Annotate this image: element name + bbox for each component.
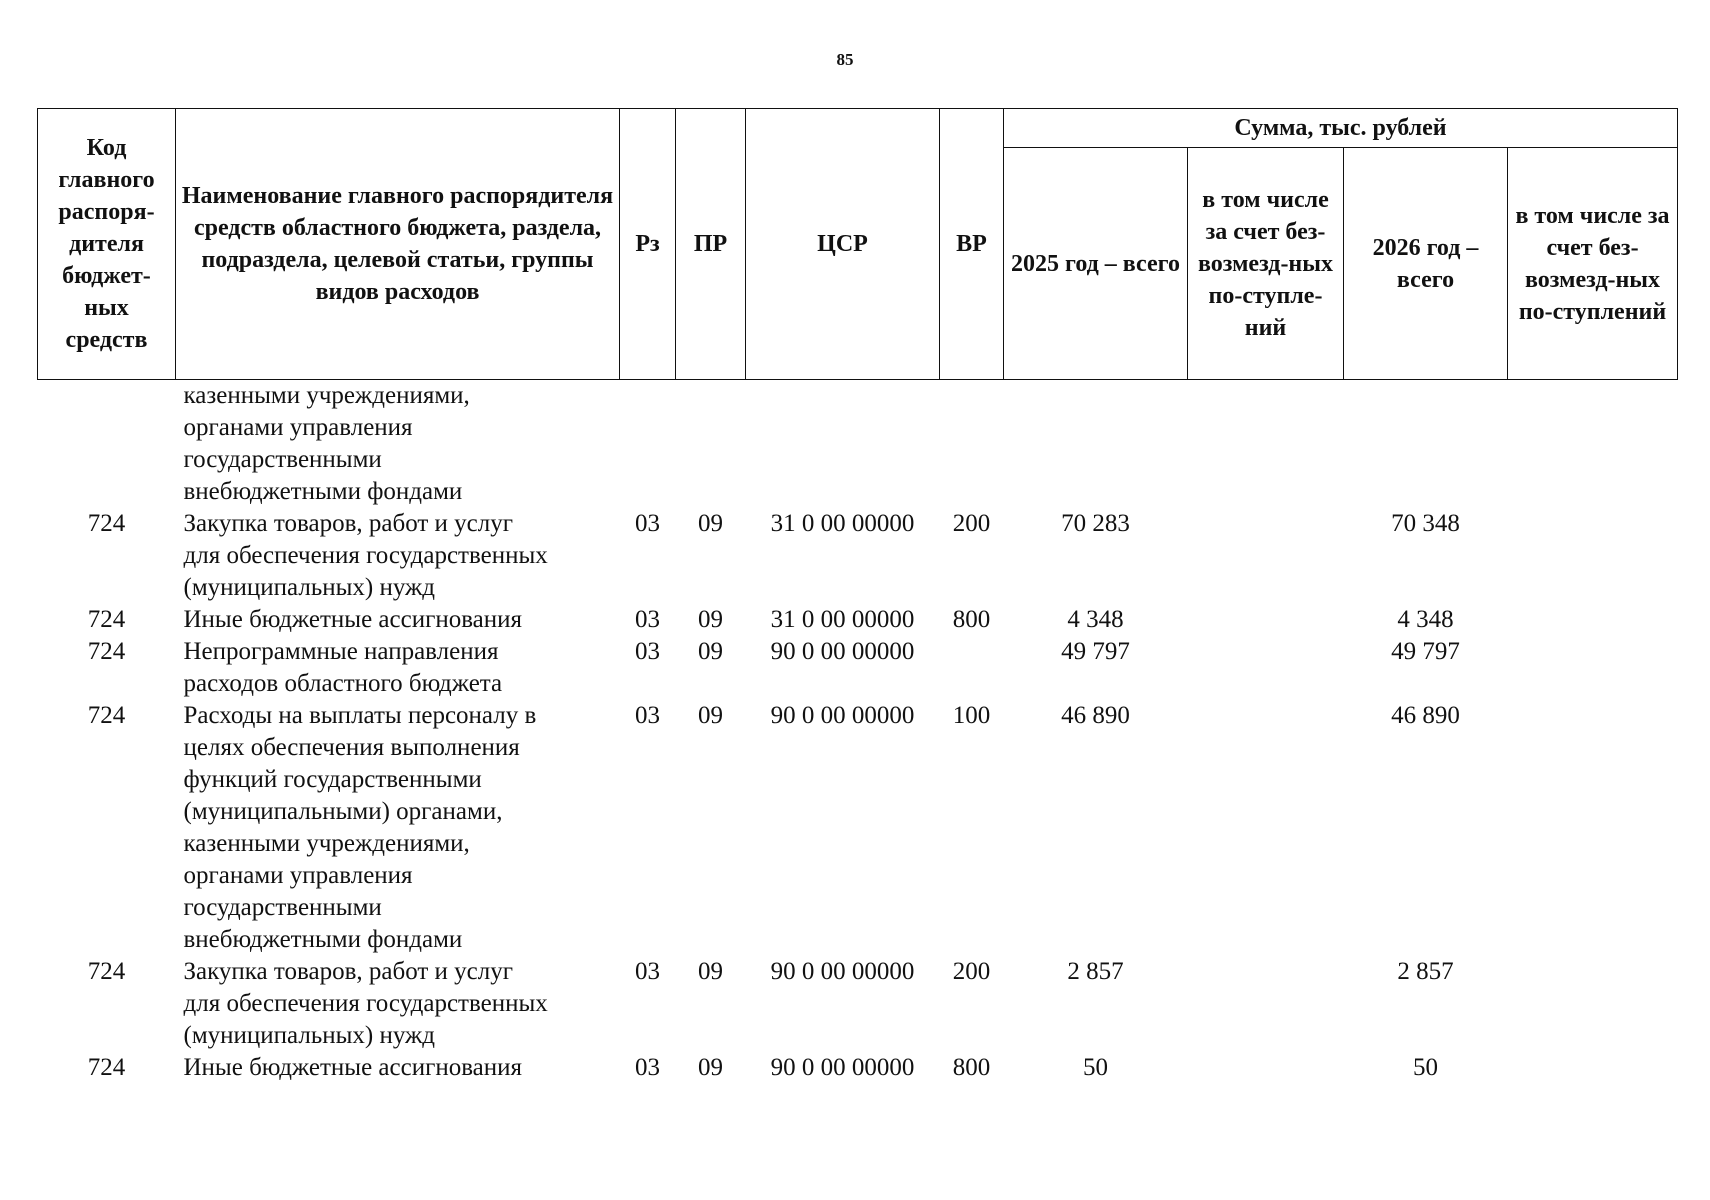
cell-2025-grants — [1188, 604, 1344, 636]
cell-pr: 09 — [698, 1054, 723, 1081]
name-line: функций государственными — [183, 766, 482, 793]
name-line: казенными учреждениями, — [183, 830, 470, 857]
name-line: казенными учреждениями, — [183, 382, 470, 409]
name-line: для обеспечения государственных — [183, 990, 548, 1017]
name-line: Иные бюджетные ассигнования — [183, 606, 523, 633]
cell-2025-total: 70 283 — [1061, 510, 1130, 537]
cell-pr: 09 — [698, 638, 723, 665]
cell-2026-grants — [1508, 508, 1678, 604]
cell-vr: 200 — [952, 510, 991, 537]
cell-2025-grants — [1188, 1052, 1344, 1084]
cell-rz: 03 — [635, 958, 660, 985]
table-row — [38, 636, 1678, 700]
cell-name — [176, 508, 620, 604]
table-row — [38, 1052, 1678, 1084]
cell-2025-grants — [1188, 700, 1344, 956]
cell-code: 724 — [87, 638, 126, 665]
name-line: Закупка товаров, работ и услуг — [183, 510, 513, 537]
header-rz: Рз — [620, 109, 676, 380]
cell-name — [176, 1052, 620, 1084]
cell-pr: 09 — [698, 958, 723, 985]
name-line: государственными — [183, 894, 382, 921]
cell-2026-grants — [1508, 1052, 1678, 1084]
cell-2025-total: 4 348 — [1067, 606, 1124, 633]
header-code: Код главного распоря-дителя бюджет-ных средств — [38, 109, 176, 380]
cell-2025-total: 50 — [1083, 1054, 1108, 1081]
table-body — [38, 380, 1678, 1085]
cell-2026-total: 50 — [1413, 1054, 1438, 1081]
cell-vr: 100 — [952, 702, 991, 729]
cell-name — [176, 604, 620, 636]
header-2026-total: 2026 год – всего — [1344, 148, 1508, 380]
cell-2026-grants — [1508, 956, 1678, 1052]
cell-csr: 90 0 00 00000 — [770, 702, 915, 729]
cell-name — [176, 636, 620, 700]
cell-vr: 200 — [952, 958, 991, 985]
cell-rz: 03 — [635, 510, 660, 537]
cell-code: 724 — [87, 702, 126, 729]
budget-table — [37, 108, 1678, 1084]
cell-name — [176, 700, 620, 956]
cell-2026-grants — [1508, 604, 1678, 636]
cell-pr: 09 — [698, 510, 723, 537]
name-line: Иные бюджетные ассигнования — [183, 1054, 523, 1081]
table-row — [38, 508, 1678, 604]
header-pr: ПР — [676, 109, 746, 380]
table-row — [38, 700, 1678, 956]
cell-csr: 31 0 00 00000 — [770, 510, 915, 537]
cell-rz: 03 — [635, 638, 660, 665]
cell-2026-total: 4 348 — [1397, 606, 1454, 633]
cell-rz: 03 — [635, 702, 660, 729]
name-line: целях обеспечения выполнения — [183, 734, 520, 761]
cell-csr: 90 0 00 00000 — [770, 1054, 915, 1081]
name-line: органами управления — [183, 414, 413, 441]
cell-2026-total: 46 890 — [1391, 702, 1460, 729]
name-line: Закупка товаров, работ и услуг — [183, 958, 513, 985]
cell-code: 724 — [87, 958, 126, 985]
cell-rz: 03 — [635, 1054, 660, 1081]
continuation-name — [176, 380, 620, 509]
name-line: Расходы на выплаты персоналу в — [183, 702, 537, 729]
name-line: (муниципальными) органами, — [183, 798, 503, 825]
cell-2026-total: 2 857 — [1397, 958, 1454, 985]
table-header — [38, 109, 1678, 380]
cell-2026-total: 49 797 — [1391, 638, 1460, 665]
name-line: государственными — [183, 446, 382, 473]
name-line: внебюджетными фондами — [183, 478, 463, 505]
cell-csr: 31 0 00 00000 — [770, 606, 915, 633]
cell-2026-grants — [1508, 700, 1678, 956]
header-2026-grants: в том числе за счет без-возмезд-ных по-ступлений — [1508, 148, 1678, 380]
name-line: внебюджетными фондами — [183, 926, 463, 953]
cell-2025-grants — [1188, 508, 1344, 604]
cell-code: 724 — [87, 1054, 126, 1081]
cell-vr: 800 — [952, 1054, 991, 1081]
cell-2025-grants — [1188, 636, 1344, 700]
name-line: расходов областного бюджета — [183, 670, 503, 697]
cell-vr — [940, 636, 1004, 700]
name-line: (муниципальных) нужд — [183, 1022, 436, 1049]
cell-2026-grants — [1508, 636, 1678, 700]
cell-2026-total: 70 348 — [1391, 510, 1460, 537]
table-row — [38, 604, 1678, 636]
cell-csr: 90 0 00 00000 — [770, 958, 915, 985]
cell-name — [176, 956, 620, 1052]
table-row — [38, 956, 1678, 1052]
cell-2025-total: 2 857 — [1067, 958, 1124, 985]
cell-code: 724 — [87, 606, 126, 633]
cell-2025-total: 49 797 — [1061, 638, 1130, 665]
cell-csr: 90 0 00 00000 — [770, 638, 915, 665]
page-number: 85 — [836, 50, 854, 69]
name-line: Непрограммные направления — [183, 638, 499, 665]
cell-2025-total: 46 890 — [1061, 702, 1130, 729]
cell-vr: 800 — [952, 606, 991, 633]
cell-code: 724 — [87, 510, 126, 537]
cell-rz: 03 — [635, 606, 660, 633]
cell-2025-grants — [1188, 956, 1344, 1052]
name-line: (муниципальных) нужд — [183, 574, 436, 601]
name-line: органами управления — [183, 862, 413, 889]
continuation-row — [38, 380, 1678, 509]
header-2025-grants: в том числе за счет без-возмезд-ных по-ступле-ний — [1188, 148, 1344, 380]
header-2025-total: 2025 год – всего — [1004, 148, 1188, 380]
header-csr: ЦСР — [746, 109, 940, 380]
cell-pr: 09 — [698, 702, 723, 729]
name-line: для обеспечения государственных — [183, 542, 548, 569]
header-vr: ВР — [940, 109, 1004, 380]
header-sum: Сумма, тыс. рублей — [1004, 109, 1678, 148]
cell-pr: 09 — [698, 606, 723, 633]
header-name: Наименование главного распорядителя средств областного бюджета, раздела, подраздела, целевой статьи, группы видов расходов — [176, 109, 620, 380]
